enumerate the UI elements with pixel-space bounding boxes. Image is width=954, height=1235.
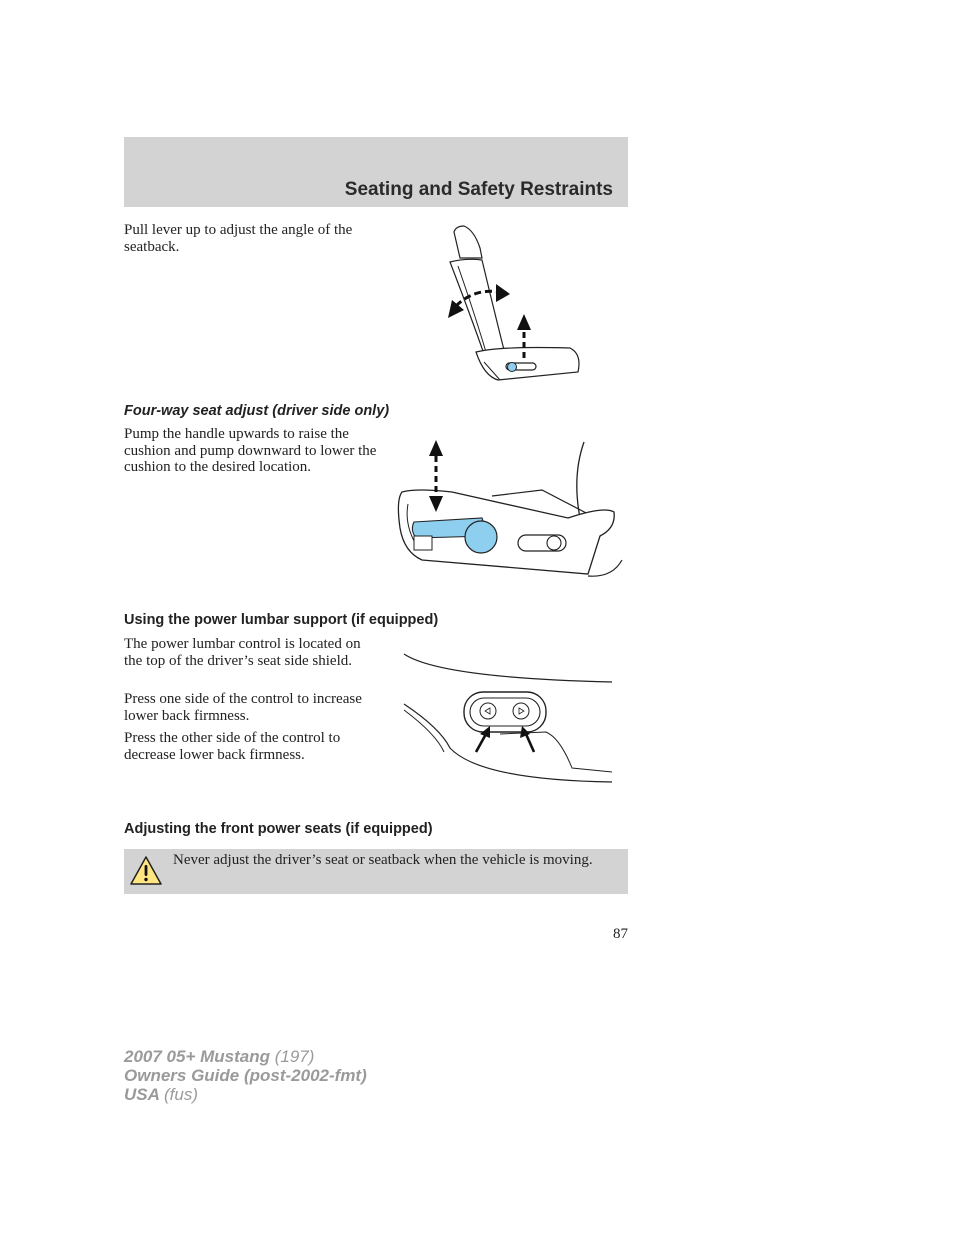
footer-market: USA: [124, 1085, 160, 1104]
footer-line-1: [124, 1047, 367, 1066]
warning-box: [124, 849, 628, 894]
lumbar-heading: Using the power lumbar support (if equipped): [124, 612, 439, 628]
section-title: Seating and Safety Restraints: [344, 179, 613, 200]
recline-instruction: Pull lever up to adjust the angle of the seatback.: [124, 222, 353, 255]
fourway-instruction: Pump the handle upwards to raise the cushion and pump downward to lower the cushion to the desired location.: [124, 426, 377, 475]
warning-text: Never adjust the driver’s seat or seatback when the vehicle is moving.: [173, 852, 593, 868]
seat-recline-illustration: [440, 222, 590, 387]
lumbar-paragraph-3: Press the other side of the control to decrease lower back firmness.: [124, 730, 341, 763]
document-footer: [124, 1047, 367, 1104]
page-number: 87: [613, 926, 628, 942]
section-header-bar: [124, 137, 628, 207]
power-seats-heading: Adjusting the front power seats (if equipped): [124, 821, 433, 837]
warning-triangle-icon: [130, 855, 162, 887]
footer-market-code: (fus): [164, 1085, 198, 1104]
lumbar-control-illustration: [400, 648, 616, 790]
footer-model: 2007 05+ Mustang: [124, 1047, 270, 1066]
fourway-heading: Four-way seat adjust (driver side only): [124, 403, 390, 419]
footer-line-2: Owners Guide (post-2002-fmt): [124, 1066, 367, 1085]
footer-line-3: [124, 1085, 367, 1104]
footer-model-code: (197): [274, 1047, 315, 1066]
lumbar-paragraph-1: The power lumbar control is located on the top of the driver’s seat side shield.: [124, 636, 361, 669]
lumbar-paragraph-2: Press one side of the control to increase lower back firmness.: [124, 691, 362, 724]
seat-height-handle-illustration: [392, 436, 628, 586]
